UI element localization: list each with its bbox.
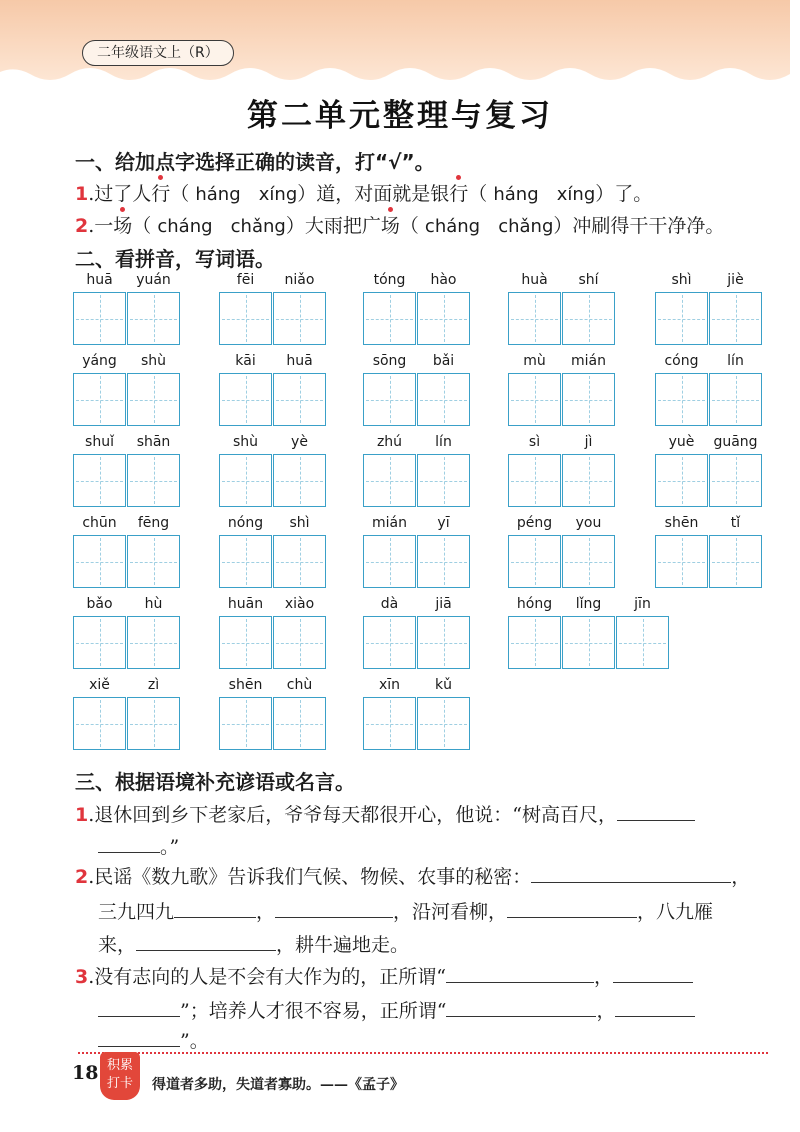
accumulate-badge bbox=[100, 1052, 140, 1100]
badge-line-2: 打卡 bbox=[106, 1076, 133, 1091]
question-number: 1 bbox=[75, 183, 89, 205]
character-writing-box[interactable] bbox=[127, 697, 180, 750]
answer-blank[interactable] bbox=[531, 864, 731, 883]
pinyin-syllable: huā bbox=[86, 272, 113, 288]
character-writing-box[interactable] bbox=[562, 292, 615, 345]
section3-question-3 bbox=[75, 962, 693, 989]
pinyin-option[interactable]: cháng bbox=[157, 216, 213, 237]
section1-question-2 bbox=[75, 211, 724, 238]
paren-open: （ bbox=[399, 215, 419, 237]
badge-line-1: 积累 bbox=[106, 1058, 133, 1073]
question-text: ）了。 bbox=[595, 183, 653, 205]
pinyin-syllable: jiè bbox=[727, 272, 744, 288]
pinyin-syllable: niǎo bbox=[284, 272, 315, 288]
character-writing-box[interactable] bbox=[73, 616, 126, 669]
character-writing-box[interactable] bbox=[363, 454, 416, 507]
question-text: 来， bbox=[98, 934, 137, 956]
pinyin-syllable: yuè bbox=[668, 434, 695, 450]
section3-question-2-line3 bbox=[98, 930, 409, 957]
character-writing-box[interactable] bbox=[616, 616, 669, 669]
question-text: ）道，对面就是银 bbox=[297, 183, 450, 205]
pinyin-syllable: jīn bbox=[634, 596, 651, 612]
pinyin-syllable: kǔ bbox=[435, 677, 452, 693]
book-label: 二年级语文上（R） bbox=[82, 40, 234, 66]
answer-blank[interactable] bbox=[98, 834, 160, 853]
character-writing-box[interactable] bbox=[363, 616, 416, 669]
character-writing-box[interactable] bbox=[562, 535, 615, 588]
pinyin-option[interactable]: chǎng bbox=[498, 216, 554, 237]
question-text: ”；培养人才很不容易，正所谓“ bbox=[180, 1000, 447, 1022]
question-text: ）大雨把广 bbox=[285, 215, 381, 237]
character-writing-box[interactable] bbox=[273, 697, 326, 750]
pinyin-option[interactable]: cháng bbox=[424, 216, 481, 237]
pinyin-syllable: dà bbox=[380, 596, 399, 612]
dotted-char: 场 bbox=[113, 211, 132, 238]
character-writing-box[interactable] bbox=[508, 373, 561, 426]
pinyin-syllable: shì bbox=[671, 272, 692, 288]
answer-blank[interactable] bbox=[174, 899, 256, 918]
dotted-char: 场 bbox=[381, 211, 400, 238]
dotted-char: 行 bbox=[449, 179, 468, 206]
pinyin-syllable: mián bbox=[372, 515, 407, 531]
pinyin-syllable: yī bbox=[437, 515, 450, 531]
question-text: .民谣《数九歌》告诉我们气候、物候、农事的秘密： bbox=[88, 866, 532, 888]
character-writing-box[interactable] bbox=[709, 292, 762, 345]
section1-question-1 bbox=[75, 179, 652, 206]
character-writing-box[interactable] bbox=[562, 454, 615, 507]
character-writing-box[interactable] bbox=[508, 535, 561, 588]
question-text: .退休回到乡下老家后，爷爷每天都很开心，他说：“树高百尺， bbox=[88, 804, 617, 826]
question-number: 1 bbox=[75, 804, 89, 826]
pinyin-syllable: huān bbox=[227, 596, 264, 612]
section1-heading: 一、给加点字选择正确的读音，打“√”。 bbox=[75, 150, 435, 174]
pinyin-syllable: sōng bbox=[372, 353, 407, 369]
character-writing-box[interactable] bbox=[127, 454, 180, 507]
question-number: 3 bbox=[75, 966, 89, 988]
character-writing-box[interactable] bbox=[127, 616, 180, 669]
pinyin-syllable: zhú bbox=[376, 434, 403, 450]
question-text: ，耕牛遍地走。 bbox=[276, 934, 410, 956]
question-number: 2 bbox=[75, 215, 89, 237]
pinyin-syllable: jiā bbox=[435, 596, 452, 612]
pinyin-syllable: nóng bbox=[227, 515, 264, 531]
character-writing-box[interactable] bbox=[363, 292, 416, 345]
pinyin-syllable: shuǐ bbox=[85, 434, 114, 450]
question-text: ）冲刷得干干净净。 bbox=[553, 215, 725, 237]
character-writing-box[interactable] bbox=[562, 616, 615, 669]
character-writing-box[interactable] bbox=[508, 454, 561, 507]
pinyin-syllable: hóng bbox=[516, 596, 553, 612]
character-writing-box[interactable] bbox=[417, 535, 470, 588]
section3-question-2-line2 bbox=[98, 897, 713, 924]
character-writing-box[interactable] bbox=[73, 454, 126, 507]
pinyin-syllable: yáng bbox=[82, 353, 117, 369]
question-text: .没有志向的人是不会有大作为的，正所谓“ bbox=[88, 966, 446, 988]
pinyin-syllable: xiào bbox=[284, 596, 315, 612]
character-writing-box[interactable] bbox=[655, 373, 708, 426]
punctuation: ， bbox=[256, 901, 276, 923]
character-writing-box[interactable] bbox=[127, 535, 180, 588]
character-writing-box[interactable] bbox=[73, 373, 126, 426]
character-writing-box[interactable] bbox=[273, 292, 326, 345]
character-writing-box[interactable] bbox=[219, 292, 272, 345]
character-writing-box[interactable] bbox=[417, 292, 470, 345]
question-text: .过了人 bbox=[88, 183, 152, 205]
character-writing-box[interactable] bbox=[655, 535, 708, 588]
pinyin-syllable: huā bbox=[286, 353, 313, 369]
pinyin-option[interactable]: háng bbox=[493, 184, 539, 205]
pinyin-syllable: yè bbox=[291, 434, 308, 450]
punctuation: ， bbox=[731, 866, 751, 888]
character-writing-box[interactable] bbox=[655, 454, 708, 507]
character-writing-box[interactable] bbox=[273, 616, 326, 669]
character-writing-box[interactable] bbox=[273, 454, 326, 507]
character-writing-box[interactable] bbox=[219, 616, 272, 669]
answer-blank[interactable] bbox=[98, 1028, 180, 1047]
pinyin-syllable: bǎo bbox=[86, 596, 113, 612]
question-text: .一 bbox=[88, 215, 114, 237]
section3-question-2 bbox=[75, 862, 750, 889]
character-writing-box[interactable] bbox=[417, 697, 470, 750]
dotted-char: 行 bbox=[151, 179, 170, 206]
question-text: 三九四九 bbox=[98, 901, 175, 923]
question-text: ，沿河看柳， bbox=[393, 901, 508, 923]
paren-open: （ bbox=[468, 183, 488, 205]
character-writing-box[interactable] bbox=[219, 535, 272, 588]
pinyin-syllable: shēn bbox=[228, 677, 263, 693]
pinyin-syllable: shān bbox=[136, 434, 171, 450]
section3-question-3-line3 bbox=[98, 1026, 209, 1053]
character-writing-box[interactable] bbox=[219, 373, 272, 426]
pinyin-syllable: shù bbox=[140, 353, 167, 369]
character-writing-box[interactable] bbox=[273, 535, 326, 588]
answer-blank[interactable] bbox=[98, 998, 180, 1017]
pinyin-syllable: xiě bbox=[89, 677, 110, 693]
pinyin-syllable: guāng bbox=[713, 434, 758, 450]
pinyin-syllable: chūn bbox=[82, 515, 117, 531]
character-writing-box[interactable] bbox=[562, 373, 615, 426]
pinyin-syllable: sì bbox=[528, 434, 541, 450]
pinyin-syllable: xīn bbox=[378, 677, 401, 693]
character-writing-box[interactable] bbox=[508, 292, 561, 345]
answer-blank[interactable] bbox=[507, 899, 637, 918]
pinyin-syllable: hào bbox=[430, 272, 457, 288]
character-writing-box[interactable] bbox=[417, 373, 470, 426]
character-writing-box[interactable] bbox=[73, 535, 126, 588]
pinyin-syllable: fēi bbox=[236, 272, 255, 288]
pinyin-option[interactable]: xíng bbox=[258, 184, 298, 205]
answer-blank[interactable] bbox=[615, 998, 695, 1017]
footer-divider bbox=[78, 1052, 768, 1054]
pinyin-option[interactable]: xíng bbox=[556, 184, 596, 205]
pinyin-syllable: yuán bbox=[136, 272, 171, 288]
pinyin-syllable: you bbox=[575, 515, 602, 531]
pinyin-option[interactable]: chǎng bbox=[230, 216, 286, 237]
pinyin-syllable: huà bbox=[521, 272, 548, 288]
pinyin-syllable: lǐng bbox=[575, 596, 602, 612]
pinyin-syllable: péng bbox=[516, 515, 553, 531]
pinyin-syllable: mián bbox=[571, 353, 606, 369]
pinyin-syllable: tǐ bbox=[730, 515, 741, 531]
paren-open: （ bbox=[132, 215, 152, 237]
character-writing-box[interactable] bbox=[363, 373, 416, 426]
character-writing-box[interactable] bbox=[709, 373, 762, 426]
pinyin-syllable: shí bbox=[578, 272, 599, 288]
question-text: ，八九雁 bbox=[637, 901, 714, 923]
pinyin-syllable: fēng bbox=[137, 515, 170, 531]
character-writing-box[interactable] bbox=[219, 697, 272, 750]
pinyin-option[interactable]: háng bbox=[195, 184, 241, 205]
answer-blank[interactable] bbox=[446, 964, 594, 983]
pinyin-syllable: chù bbox=[286, 677, 313, 693]
pinyin-syllable: shù bbox=[232, 434, 259, 450]
pinyin-syllable: shì bbox=[289, 515, 310, 531]
footer-quote: 得道者多助，失道者寡助。——《孟子》 bbox=[152, 1077, 404, 1093]
answer-blank[interactable] bbox=[136, 932, 276, 951]
pinyin-syllable: zì bbox=[147, 677, 160, 693]
pinyin-syllable: mù bbox=[523, 353, 546, 369]
pinyin-syllable: shēn bbox=[664, 515, 699, 531]
answer-blank[interactable] bbox=[275, 899, 393, 918]
section3-question-1-cont bbox=[98, 832, 179, 859]
character-writing-box[interactable] bbox=[73, 697, 126, 750]
pinyin-syllable: kāi bbox=[235, 353, 256, 369]
punctuation: ， bbox=[594, 966, 614, 988]
pinyin-syllable: hù bbox=[144, 596, 163, 612]
pinyin-syllable: bǎi bbox=[432, 353, 455, 369]
pinyin-syllable: tóng bbox=[373, 272, 406, 288]
pinyin-syllable: cóng bbox=[664, 353, 699, 369]
question-number: 2 bbox=[75, 866, 89, 888]
section3-question-3-line2 bbox=[98, 996, 695, 1023]
punctuation: ， bbox=[596, 1000, 616, 1022]
character-writing-box[interactable] bbox=[417, 616, 470, 669]
character-writing-box[interactable] bbox=[709, 535, 762, 588]
character-writing-box[interactable] bbox=[417, 454, 470, 507]
character-writing-box[interactable] bbox=[508, 616, 561, 669]
question-text: 。” bbox=[160, 836, 180, 858]
character-writing-box[interactable] bbox=[73, 292, 126, 345]
pinyin-syllable: jì bbox=[584, 434, 593, 450]
character-writing-box[interactable] bbox=[363, 535, 416, 588]
character-writing-box[interactable] bbox=[219, 454, 272, 507]
section3-question-1 bbox=[75, 800, 695, 827]
section3-heading: 三、根据语境补充谚语或名言。 bbox=[75, 770, 355, 794]
character-writing-box[interactable] bbox=[127, 292, 180, 345]
page-number: 18 bbox=[72, 1062, 99, 1084]
question-text: ”。 bbox=[180, 1030, 209, 1052]
pinyin-syllable: lín bbox=[435, 434, 452, 450]
answer-blank[interactable] bbox=[446, 998, 596, 1017]
character-writing-box[interactable] bbox=[655, 292, 708, 345]
character-writing-box[interactable] bbox=[363, 697, 416, 750]
character-writing-box[interactable] bbox=[709, 454, 762, 507]
paren-open: （ bbox=[170, 183, 190, 205]
answer-blank[interactable] bbox=[617, 802, 695, 821]
section2-heading: 二、看拼音，写词语。 bbox=[75, 247, 275, 271]
pinyin-syllable: lín bbox=[727, 353, 744, 369]
answer-blank[interactable] bbox=[613, 964, 693, 983]
character-writing-box[interactable] bbox=[273, 373, 326, 426]
character-writing-box[interactable] bbox=[127, 373, 180, 426]
page-title: 第二单元整理与复习 bbox=[247, 98, 553, 134]
